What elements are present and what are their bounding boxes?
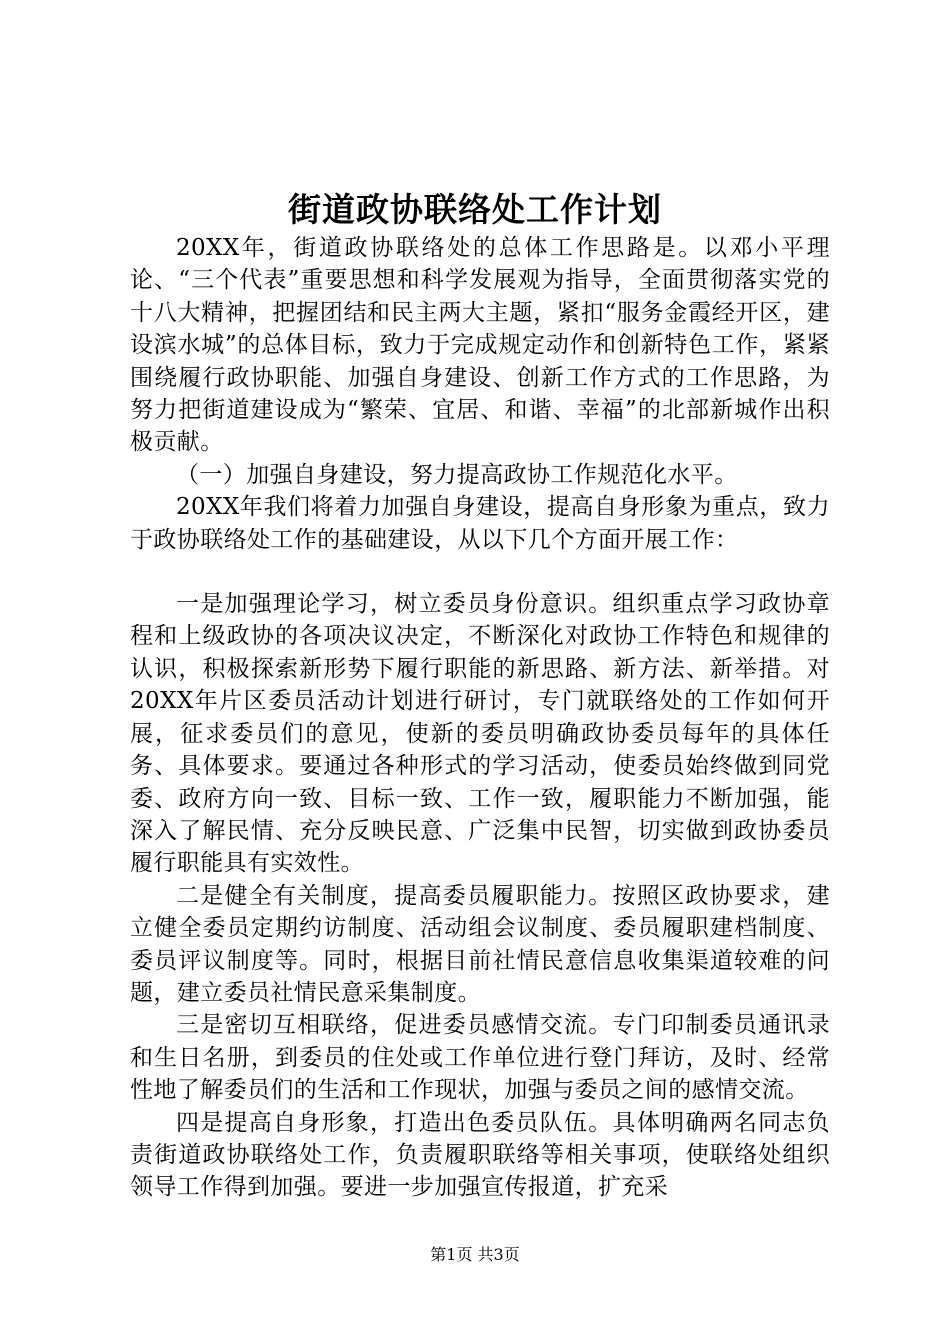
paragraph-intro: 20XX年，街道政协联络处的总体工作思路是。以邓小平理论、“三个代表”重要思想和科学发展观为指导，全面贯彻落实党的十八大精神，把握团结和民主两大主题，紧扣“服务金霞经开区，建设滨水城”的总体目标，致力于完成规定动作和创新特色工作，紧紧围绕履行政协职能、加强自身建设、创新工作方式的工作思路，为努力把街道建设成为“繁荣、宜居、和谐、幸福”的北部新城作出积极贡献。 [130,235,830,456]
paragraph-item-1: 一是加强理论学习，树立委员身份意识。组织重点学习政协章程和上级政协的各项决议决定，不断深化对政协工作特色和规律的认识，积极探索新形势下履行职能的新思路、新方法、新举措。对20XX年片区委员活动计划进行研讨，专门就联络处的工作如何开展，征求委员们的意见，使新的委员明确政协委员每年的具体任务、具体要求。要通过各种形式的学习活动，使委员始终做到同党委、政府方向一致、目标一致、工作一致，履职能力不断加强，能深入了解民情、充分反映民意、广泛集中民智，切实做到政协委员履行职能具有实效性。 [130,591,830,877]
paragraph-item-3: 三是密切互相联络，促进委员感情交流。专门印制委员通讯录和生日名册，到委员的住处或工作单位进行登门拜访，及时、经常性地了解委员们的生活和工作现状，加强与委员之间的感情交流。 [130,1012,830,1104]
document-body [130,232,830,1204]
document-title: 街道政协联络处工作计划 [288,190,662,229]
paragraph-section-heading: （一）加强自身建设，努力提高政协工作规范化水平。 [176,461,738,488]
page-footer: 第1页 共3页 [430,1245,520,1264]
paragraph-item-2: 二是健全有关制度，提高委员履职能力。按照区政协要求，建立健全委员定期约访制度、活动组会议制度、委员履职建档制度、委员评议制度等。同时，根据目前社情民意信息收集渠道较难的问题，建立委员社情民意采集制度。 [130,882,830,1006]
paragraph-item-4: 四是提高自身形象，打造出色委员队伍。具体明确两名同志负责街道政协联络处工作，负责履职联络等相关事项，使联络处组织领导工作得到加强。要进一步加强宣传报道，扩充采 [130,1109,830,1201]
paragraph-section-intro: 20XX年我们将着力加强自身建设，提高自身形象为重点，致力于政协联络处工作的基础建设，从以下几个方面开展工作： [130,494,830,553]
